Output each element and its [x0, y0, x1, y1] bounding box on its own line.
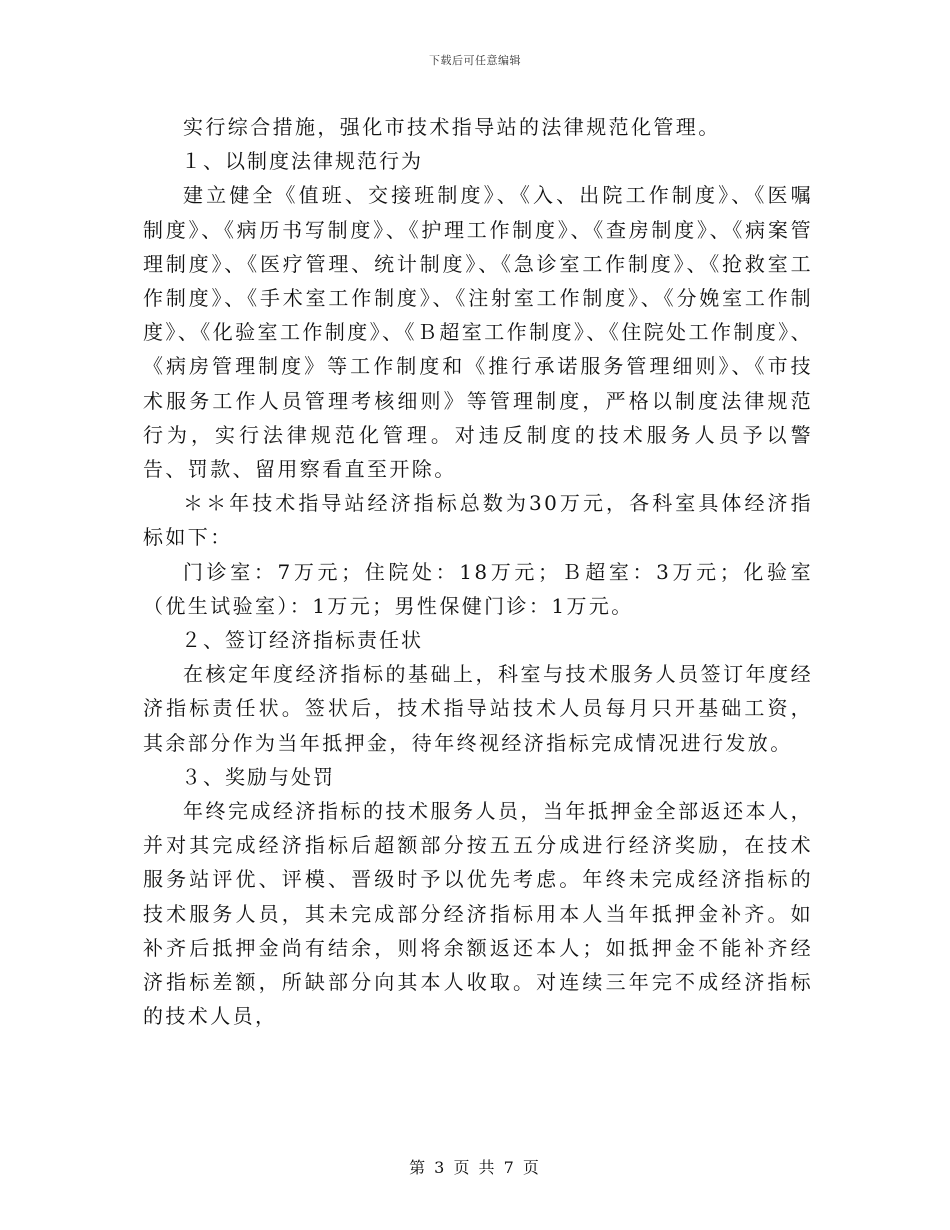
paragraph-rules: 建立健全《值班、交接班制度》、《入、出院工作制度》、《医嘱制度》、《病历书写制度》、《护理工作制度》、《查房制度》、《病案管理制度》、《医疗管理、统计制度》、《急诊室工作制度》、《抢救室工作制度》、《手术室工作制度》、《注射室工作制度》、《分娩室工作制度》、《化验室工作制度》、《Ｂ超室工作制度》、《住院处工作制度》、《病房管理制度》等工作制度和《推行承诺服务管理细则》、《市技术服务工作人员管理考核细则》等管理制度，严格以制度法律规范行为，实行法律规范化管理。对违反制度的技术服务人员予以警告、罚款、留用察看直至开除。 — [143, 183, 813, 482]
page-number: 第 3 页 共 7 页 — [409, 1158, 541, 1177]
body-text — [143, 110, 813, 1033]
paragraph-intro: 实行综合措施，强化市技术指导站的法律规范化管理。 — [183, 115, 721, 139]
paragraph-rewards: 年终完成经济指标的技术服务人员，当年抵押金全部返还本人，并对其完成经济指标后超额部分按五五分成进行经济奖励，在技术服务站评优、评模、晋级时予以优先考虑。年终未完成经济指标的技术服务人员，其未完成部分经济指标用本人当年抵押金补齐。如补齐后抵押金尚有结余，则将余额返还本人；如抵押金不能补齐经济指标差额，所缺部分向其本人收取。对连续三年完不成经济指标的技术人员， — [143, 799, 813, 1029]
section-heading-2: ２、签订经济指标责任状 — [181, 628, 423, 653]
paragraph-targets-detail: 门诊室：7万元；住院处：18万元；Ｂ超室：3万元；化验室（优生试验室）：1万元；男性保健门诊：1万元。 — [143, 559, 813, 618]
header-note: 下载后可任意编辑 — [429, 54, 521, 67]
paragraph-targets-total: ＊＊年技术指导站经济指标总数为30万元，各科室具体经济指标如下： — [143, 491, 813, 550]
paragraph-responsibility: 在核定年度经济指标的基础上，科室与技术服务人员签订年度经济指标责任状。签状后，技术指导站技术人员每月只开基础工资，其余部分作为当年抵押金，待年终视经济指标完成情况进行发放。 — [143, 662, 813, 755]
section-heading-1: １、以制度法律规范行为 — [181, 149, 423, 174]
section-heading-3: ３、奖励与处罚 — [181, 764, 335, 789]
